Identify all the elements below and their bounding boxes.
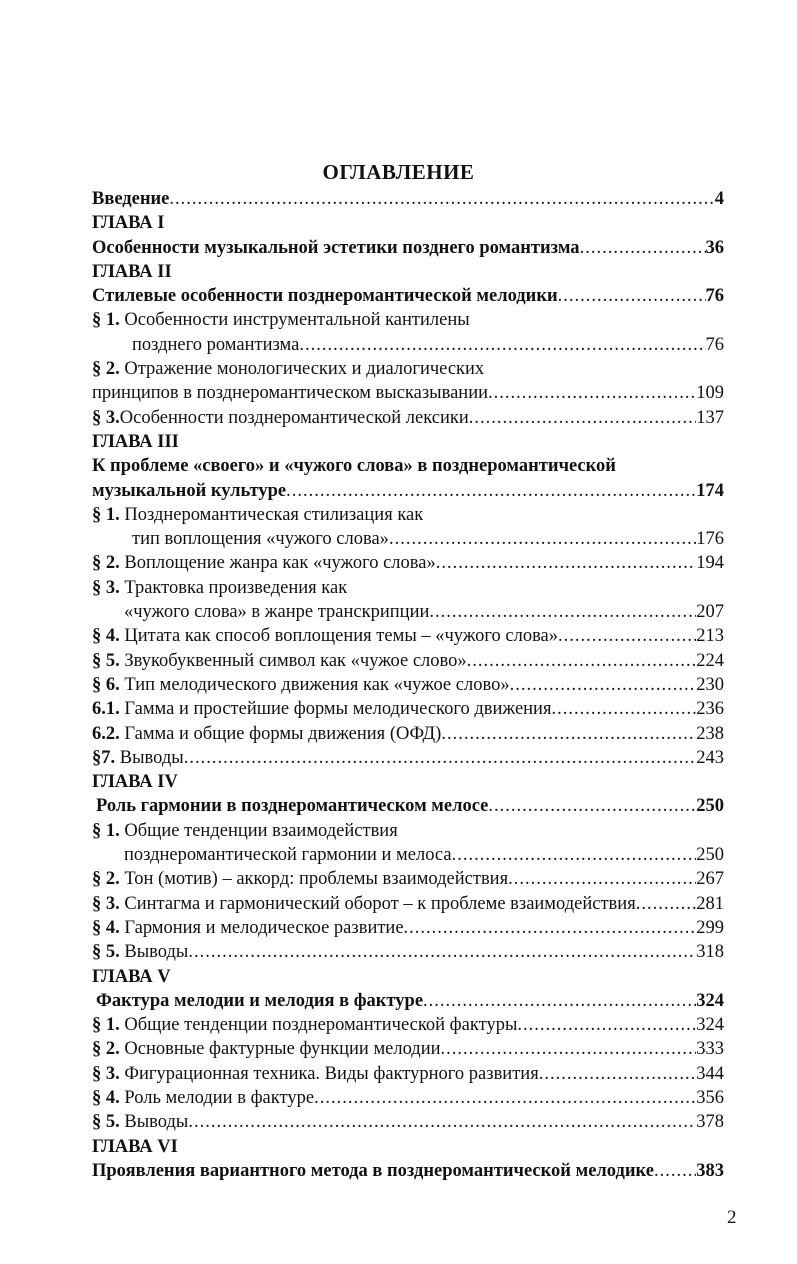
toc-entry-continuation[interactable]	[92, 527, 724, 551]
toc-entry-text	[92, 649, 467, 673]
table-of-contents	[92, 187, 724, 1183]
toc-entry-section[interactable]	[92, 940, 724, 964]
leader-dots	[188, 940, 696, 964]
toc-entry-section[interactable]	[92, 624, 724, 648]
leader-dots	[488, 381, 696, 405]
toc-page-number: 378	[696, 1112, 724, 1133]
section-number: § 3.	[92, 407, 120, 428]
toc-entry-text	[92, 892, 636, 916]
toc-entry-text	[92, 1086, 314, 1110]
toc-entry-section[interactable]	[92, 673, 724, 697]
leader-dots	[467, 649, 697, 673]
section-title: Звукобуквенный символ как «чужое слово»	[119, 650, 467, 671]
toc-entry-text	[92, 940, 188, 964]
toc-page-number: 250	[696, 796, 724, 817]
leader-dots	[558, 284, 706, 308]
section-number: § 4.	[92, 1087, 120, 1108]
toc-entry-chapter-title[interactable]	[92, 454, 724, 478]
chapter-label: ГЛАВА I	[92, 213, 165, 234]
toc-entry-subsection[interactable]	[92, 722, 724, 746]
toc-page-number: 324	[696, 990, 724, 1011]
leader-dots	[441, 1037, 697, 1061]
chapter-heading	[92, 965, 724, 989]
toc-entry-chapter-title[interactable]	[92, 236, 724, 260]
chapter-heading	[92, 770, 724, 794]
toc-page-number: 4	[714, 189, 724, 209]
section-title: Гармония и мелодическое развитие	[119, 917, 404, 938]
leader-dots	[654, 1159, 696, 1183]
section-number: § 2.	[92, 359, 120, 380]
section-title: Тип мелодического движения как «чужое слово»	[119, 674, 510, 695]
toc-entry-text: позднеромантической гармонии и мелоса	[124, 845, 452, 866]
toc-entry-text	[92, 576, 347, 600]
toc-entry-section[interactable]	[92, 308, 724, 332]
toc-page-number: 238	[696, 723, 724, 744]
toc-entry-text	[92, 1037, 441, 1061]
toc-page-number: 224	[696, 650, 724, 671]
toc-entry-text	[92, 357, 484, 381]
toc-entry-text	[92, 551, 436, 575]
section-title: Цитата как способ воплощения темы – «чужого слова»	[119, 626, 559, 647]
section-number: § 5.	[92, 650, 120, 671]
section-number: § 1.	[92, 310, 120, 331]
toc-entry-text	[92, 722, 441, 746]
leader-dots	[488, 794, 696, 818]
toc-entry-section[interactable]	[92, 649, 724, 673]
leader-dots	[539, 1062, 697, 1086]
toc-entry-section[interactable]	[92, 1062, 724, 1086]
toc-entry-section[interactable]	[92, 892, 724, 916]
section-title: Гамма и простейшие формы мелодического движения	[119, 699, 552, 720]
section-title: Фигурационная техника. Виды фактурного развития	[119, 1063, 539, 1084]
toc-entry-text: Проявления вариантного метода в позднеромантической мелодике	[92, 1160, 654, 1181]
toc-entry-section[interactable]	[92, 551, 724, 575]
leader-dots	[188, 1110, 696, 1134]
section-title: Тон (мотив) – аккорд: проблемы взаимодействия	[119, 869, 509, 890]
section-number: § 2.	[92, 869, 120, 890]
toc-entry-continuation[interactable]	[92, 479, 724, 503]
toc-entry-section[interactable]	[92, 1110, 724, 1134]
toc-title: ОГЛАВЛЕНИЕ	[322, 160, 475, 184]
section-title: Воплощение жанра как «чужого слова»	[119, 553, 436, 574]
toc-entry-section[interactable]	[92, 576, 724, 600]
section-number: § 3.	[92, 893, 120, 914]
leader-dots	[436, 551, 697, 575]
chapter-label: ГЛАВА III	[92, 431, 179, 452]
toc-entry-chapter-title[interactable]	[92, 284, 724, 308]
leader-dots	[299, 333, 705, 357]
toc-page-number: 383	[696, 1160, 724, 1181]
section-number: § 3.	[92, 1063, 120, 1084]
leader-dots	[429, 600, 696, 624]
toc-entry-text: Стилевые особенности позднеромантической мелодики	[92, 286, 558, 307]
leader-dots	[517, 1013, 696, 1037]
leader-dots	[558, 624, 696, 648]
leader-dots	[423, 989, 696, 1013]
toc-entry-text	[92, 916, 404, 940]
section-title: Позднеромантическая стилизация как	[119, 504, 424, 525]
toc-entry-section[interactable]	[92, 819, 724, 843]
toc-entry-section[interactable]	[92, 406, 724, 430]
section-title: Общие тенденции взаимодействия	[119, 820, 398, 841]
section-title: Трактовка произведения как	[119, 577, 348, 598]
leader-dots	[551, 697, 696, 721]
toc-entry-text: К проблеме «своего» и «чужого слова» в позднеромантической	[92, 456, 616, 477]
toc-page-number: 194	[696, 553, 724, 574]
toc-page-number: 109	[696, 383, 724, 404]
toc-entry-text	[92, 1110, 188, 1134]
leader-dots	[169, 187, 714, 211]
toc-entry-text	[92, 1062, 539, 1086]
leader-dots	[452, 843, 697, 867]
leader-dots	[314, 1086, 696, 1110]
section-number: § 6.	[92, 674, 120, 695]
chapter-heading	[92, 1135, 724, 1159]
chapter-heading	[92, 211, 724, 235]
section-title: Общие тенденции позднеромантической фактуры	[119, 1015, 518, 1036]
toc-page-number: 207	[696, 602, 724, 623]
toc-page-number: 250	[696, 845, 724, 866]
chapter-label: ГЛАВА IV	[92, 772, 178, 793]
toc-entry-section[interactable]	[92, 746, 724, 770]
toc-page-number: 356	[696, 1087, 724, 1108]
section-number: § 3.	[92, 577, 120, 598]
toc-entry-continuation[interactable]	[92, 381, 724, 405]
toc-entry-section[interactable]	[92, 357, 724, 381]
toc-entry-chapter-title[interactable]	[92, 1159, 724, 1183]
leader-dots	[510, 673, 697, 697]
toc-entry-text	[92, 308, 470, 332]
toc-entry-text	[92, 406, 469, 430]
leader-dots	[469, 406, 697, 430]
section-title: Выводы	[115, 747, 184, 768]
section-title: Выводы	[119, 942, 189, 963]
section-number: § 4.	[92, 626, 120, 647]
section-title: Выводы	[119, 1112, 189, 1133]
toc-entry-text	[92, 503, 423, 527]
leader-dots	[389, 527, 696, 551]
toc-page-number: 176	[696, 529, 724, 550]
toc-entry-chapter-title[interactable]	[92, 989, 724, 1013]
leader-dots	[184, 746, 697, 770]
toc-page-number: 267	[696, 869, 724, 890]
toc-page-number: 137	[696, 407, 724, 428]
toc-entry-text: музыкальной культуре	[92, 480, 287, 501]
toc-entry-text: принципов в позднеромантическом высказывании	[92, 383, 488, 404]
leader-dots	[404, 916, 697, 940]
toc-entry-text	[92, 673, 510, 697]
toc-entry-text: Фактура мелодии и мелодия в фактуре	[96, 990, 424, 1011]
toc-page-number: 281	[696, 893, 724, 914]
toc-entry-text: тип воплощения «чужого слова»	[132, 529, 389, 550]
section-title: Особенности позднеромантической лексики	[119, 407, 469, 428]
toc-entry-text	[92, 867, 508, 891]
leader-dots	[580, 236, 706, 260]
section-title: Отражение монологических и диалогических	[119, 359, 485, 380]
toc-entry-continuation[interactable]	[92, 843, 724, 867]
toc-entry-text: Особенности музыкальной эстетики позднего романтизма	[92, 237, 580, 258]
toc-entry-section[interactable]	[92, 1086, 724, 1110]
section-number: § 1.	[92, 820, 120, 841]
leader-dots	[286, 479, 696, 503]
toc-page-number: 236	[696, 699, 724, 720]
toc-entry-text	[92, 819, 398, 843]
toc-entry-section[interactable]	[92, 1013, 724, 1037]
toc-page-number: 243	[696, 747, 724, 768]
toc-page-number: 230	[696, 674, 724, 695]
section-number: § 2.	[92, 1039, 120, 1060]
toc-entry-section[interactable]	[92, 916, 724, 940]
toc-page-number: 344	[696, 1063, 724, 1084]
section-number: § 1.	[92, 1015, 120, 1036]
toc-entry-section[interactable]	[92, 1037, 724, 1061]
toc-entry-text	[92, 624, 558, 648]
toc-entry-text: Введение	[92, 189, 170, 209]
chapter-label: ГЛАВА V	[92, 966, 171, 987]
leader-dots	[508, 867, 696, 891]
leader-dots	[636, 892, 697, 916]
toc-page-number: 324	[696, 1015, 724, 1036]
leader-dots	[441, 722, 696, 746]
toc-entry-continuation[interactable]	[92, 333, 724, 357]
page-number: 2	[727, 1207, 737, 1228]
toc-entry-text	[92, 746, 184, 770]
section-title: Роль мелодии в фактуре	[119, 1087, 315, 1108]
section-number: § 2.	[92, 553, 120, 574]
toc-page-number: 76	[705, 334, 724, 355]
toc-entry-text: позднего романтизма	[132, 334, 300, 355]
section-title: Гамма и общие формы движения (ОФД)	[119, 723, 442, 744]
section-title: Синтагма и гармонический оборот – к проблеме взаимодействия	[119, 893, 636, 914]
chapter-heading	[92, 430, 724, 454]
toc-entry-text	[92, 1013, 517, 1037]
toc-entry-chapter-title[interactable]	[92, 794, 724, 818]
chapter-label: ГЛАВА II	[92, 261, 172, 282]
section-number: § 4.	[92, 917, 120, 938]
section-number: § 5.	[92, 942, 120, 963]
toc-page-number: 318	[696, 942, 724, 963]
toc-entry-section[interactable]	[92, 867, 724, 891]
section-number: § 5.	[92, 1112, 120, 1133]
toc-entry-introduction[interactable]	[92, 187, 724, 211]
toc-page-number: 76	[705, 286, 724, 307]
toc-entry-subsection[interactable]	[92, 697, 724, 721]
toc-entry-text: Роль гармонии в позднеромантическом мелосе	[96, 796, 489, 817]
section-number: § 1.	[92, 504, 120, 525]
toc-page-number: 333	[696, 1039, 724, 1060]
chapter-heading	[92, 260, 724, 284]
toc-entry-text	[92, 697, 551, 721]
section-title: Основные фактурные функции мелодии	[119, 1039, 441, 1060]
toc-page-number: 36	[705, 237, 724, 258]
toc-entry-text: «чужого слова» в жанре транскрипции	[124, 602, 430, 623]
toc-page-number: 213	[696, 626, 724, 647]
section-number: 6.2.	[92, 723, 120, 744]
section-number: 6.1.	[92, 699, 120, 720]
toc-entry-section[interactable]	[92, 503, 724, 527]
section-title: Особенности инструментальной кантилены	[119, 310, 470, 331]
chapter-label: ГЛАВА VI	[92, 1136, 178, 1157]
toc-entry-continuation[interactable]	[92, 600, 724, 624]
toc-page-number: 174	[696, 480, 724, 501]
section-number: §7.	[92, 747, 116, 768]
toc-page-number: 299	[696, 917, 724, 938]
